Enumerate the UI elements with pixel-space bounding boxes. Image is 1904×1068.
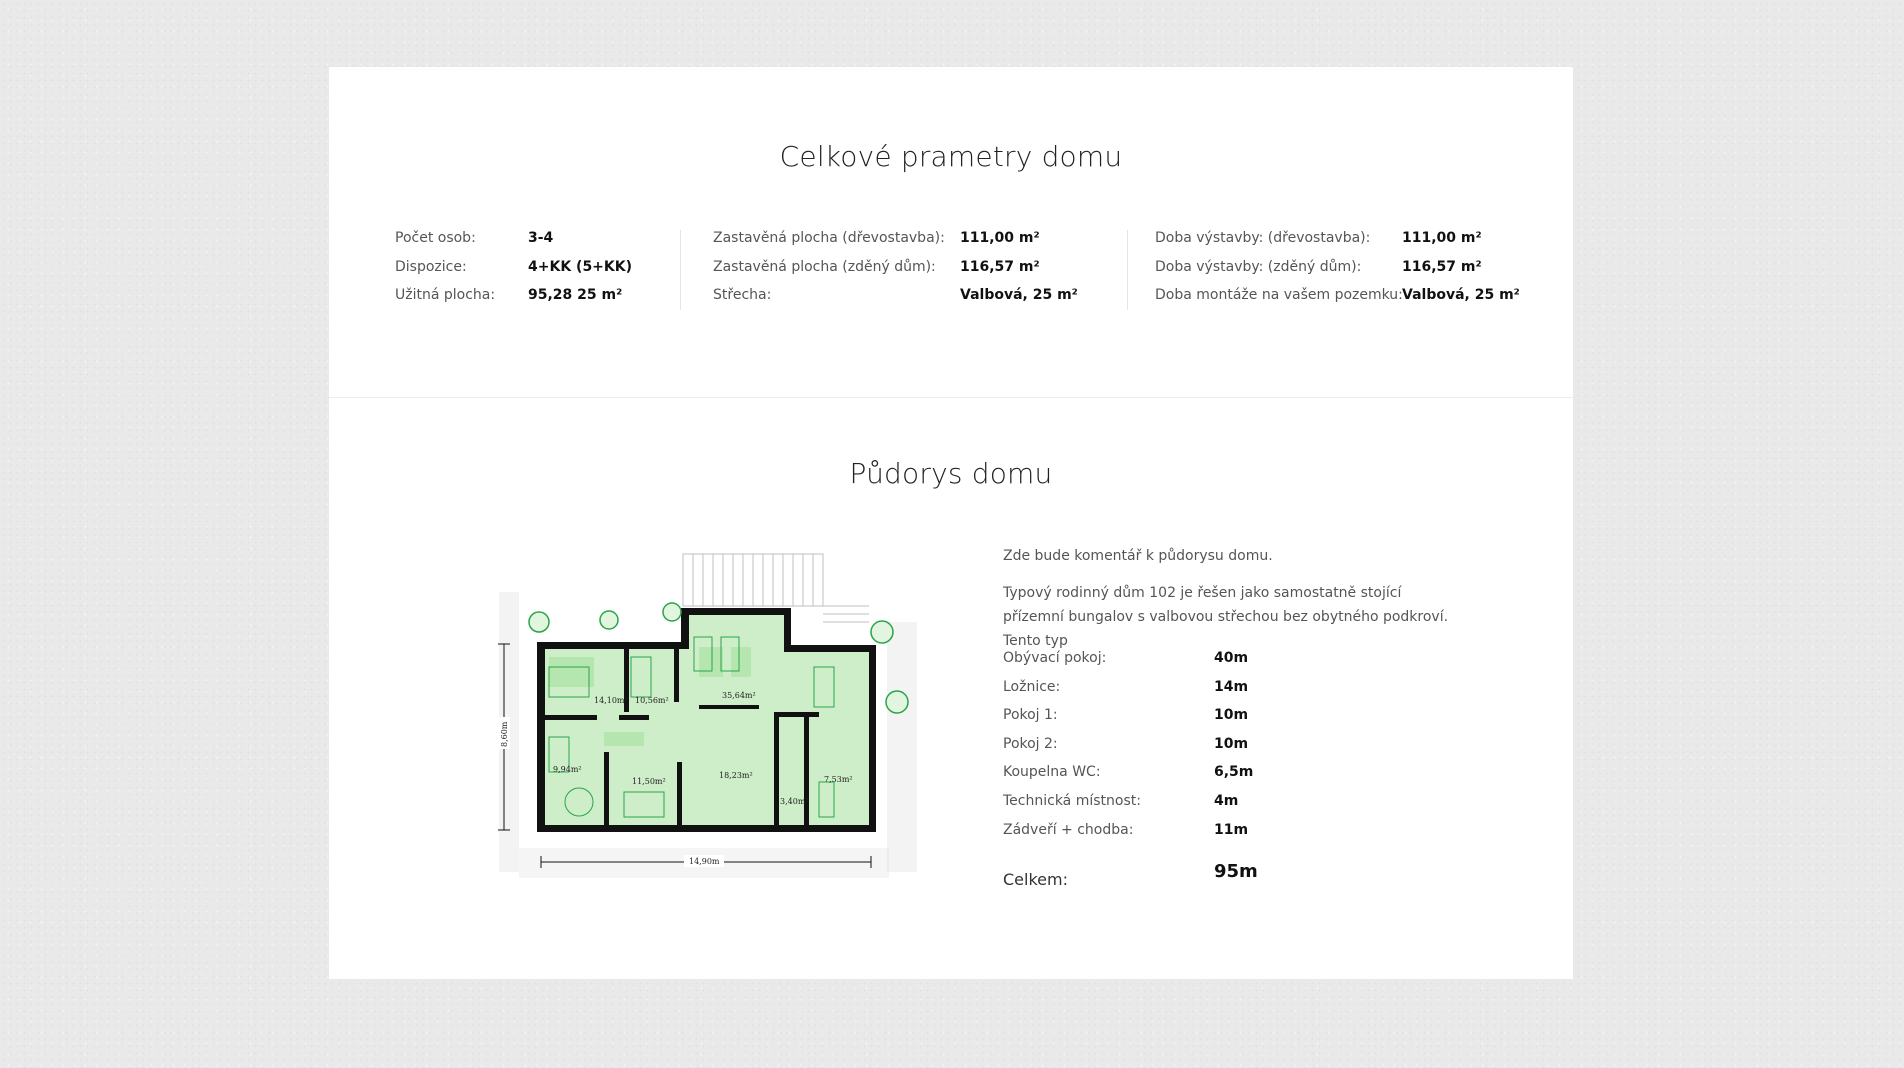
room-value: 4m — [1214, 793, 1239, 809]
room-label: Technická místnost: — [1003, 793, 1141, 809]
total-label: Celkem: — [1003, 870, 1068, 889]
param-label: Doba výstavby: (zděný dům): — [1155, 259, 1362, 275]
param-label: Doba montáže na vašem pozemku: — [1155, 287, 1403, 303]
param-label: Užitná plocha: — [395, 287, 496, 303]
param-value: 111,00 m² — [1402, 230, 1482, 246]
param-value: 111,00 m² — [960, 230, 1040, 246]
room-value: 40m — [1214, 650, 1249, 666]
param-label: Doba výstavby: (dřevostavba): — [1155, 230, 1371, 246]
column-divider — [680, 230, 681, 310]
param-value: 4+KK (5+KK) — [528, 259, 633, 275]
room-label: Zádveří + chodba: — [1003, 822, 1134, 838]
room-label: Koupelna WC: — [1003, 764, 1101, 780]
param-value: Valbová, 25 m² — [1402, 287, 1520, 303]
param-value: 116,57 m² — [960, 259, 1040, 275]
floorplan-image — [489, 552, 929, 892]
room-label: Pokoj 1: — [1003, 707, 1058, 723]
column-divider — [1127, 230, 1128, 310]
room-label: Obývací pokoj: — [1003, 650, 1107, 666]
total-value: 95m — [1214, 861, 1258, 882]
param-label: Zastavěná plocha (dřevostavba): — [713, 230, 945, 246]
dimension-horizontal: 14,90m — [689, 857, 720, 866]
room-value: 10m — [1214, 736, 1249, 752]
plan-label-tech: 7,53m² — [824, 775, 853, 784]
floorplan-title: Půdorys domu — [849, 457, 1053, 490]
floorplan-text: Typový rodinný dům 102 je řešen jako samostatně stojící přízemní bungalov s valbovou střechou bez obytného podkroví. Tento typ — [1003, 585, 1449, 649]
floorplan-comment: Zde bude komentář k půdorysu domu. — [1003, 548, 1273, 564]
param-label: Zastavěná plocha (zděný dům): — [713, 259, 936, 275]
params-title: Celkové prametry domu — [779, 140, 1123, 173]
plan-label-hall: 18,23m² — [719, 771, 753, 780]
plan-label-bedroom: 14,10m² — [594, 696, 628, 705]
param-value: 3-4 — [528, 230, 554, 246]
plan-label-bath: 9,94m² — [553, 765, 582, 774]
section-divider — [329, 397, 1573, 398]
param-value: 95,28 25 m² — [528, 287, 623, 303]
param-label: Počet osob: — [395, 230, 476, 246]
param-label: Dispozice: — [395, 259, 467, 275]
content-card — [329, 67, 1573, 979]
room-value: 10m — [1214, 707, 1249, 723]
floorplan-description — [1003, 544, 1453, 653]
param-value: Valbová, 25 m² — [960, 287, 1078, 303]
plan-label-wc: 3,40m² — [780, 797, 809, 806]
param-value: 116,57 m² — [1402, 259, 1482, 275]
room-value: 14m — [1214, 679, 1249, 695]
room-label: Ložnice: — [1003, 679, 1061, 695]
room-label: Pokoj 2: — [1003, 736, 1058, 752]
plan-label-room1: 10,56m² — [635, 696, 669, 705]
param-label: Střecha: — [713, 287, 772, 303]
plan-label-room2: 11,50m² — [632, 777, 666, 786]
dimension-vertical: 8,60m — [500, 721, 509, 747]
room-value: 11m — [1214, 822, 1249, 838]
plan-label-living: 35,64m² — [722, 691, 756, 700]
params-table — [329, 230, 1573, 320]
room-value: 6,5m — [1214, 764, 1254, 780]
